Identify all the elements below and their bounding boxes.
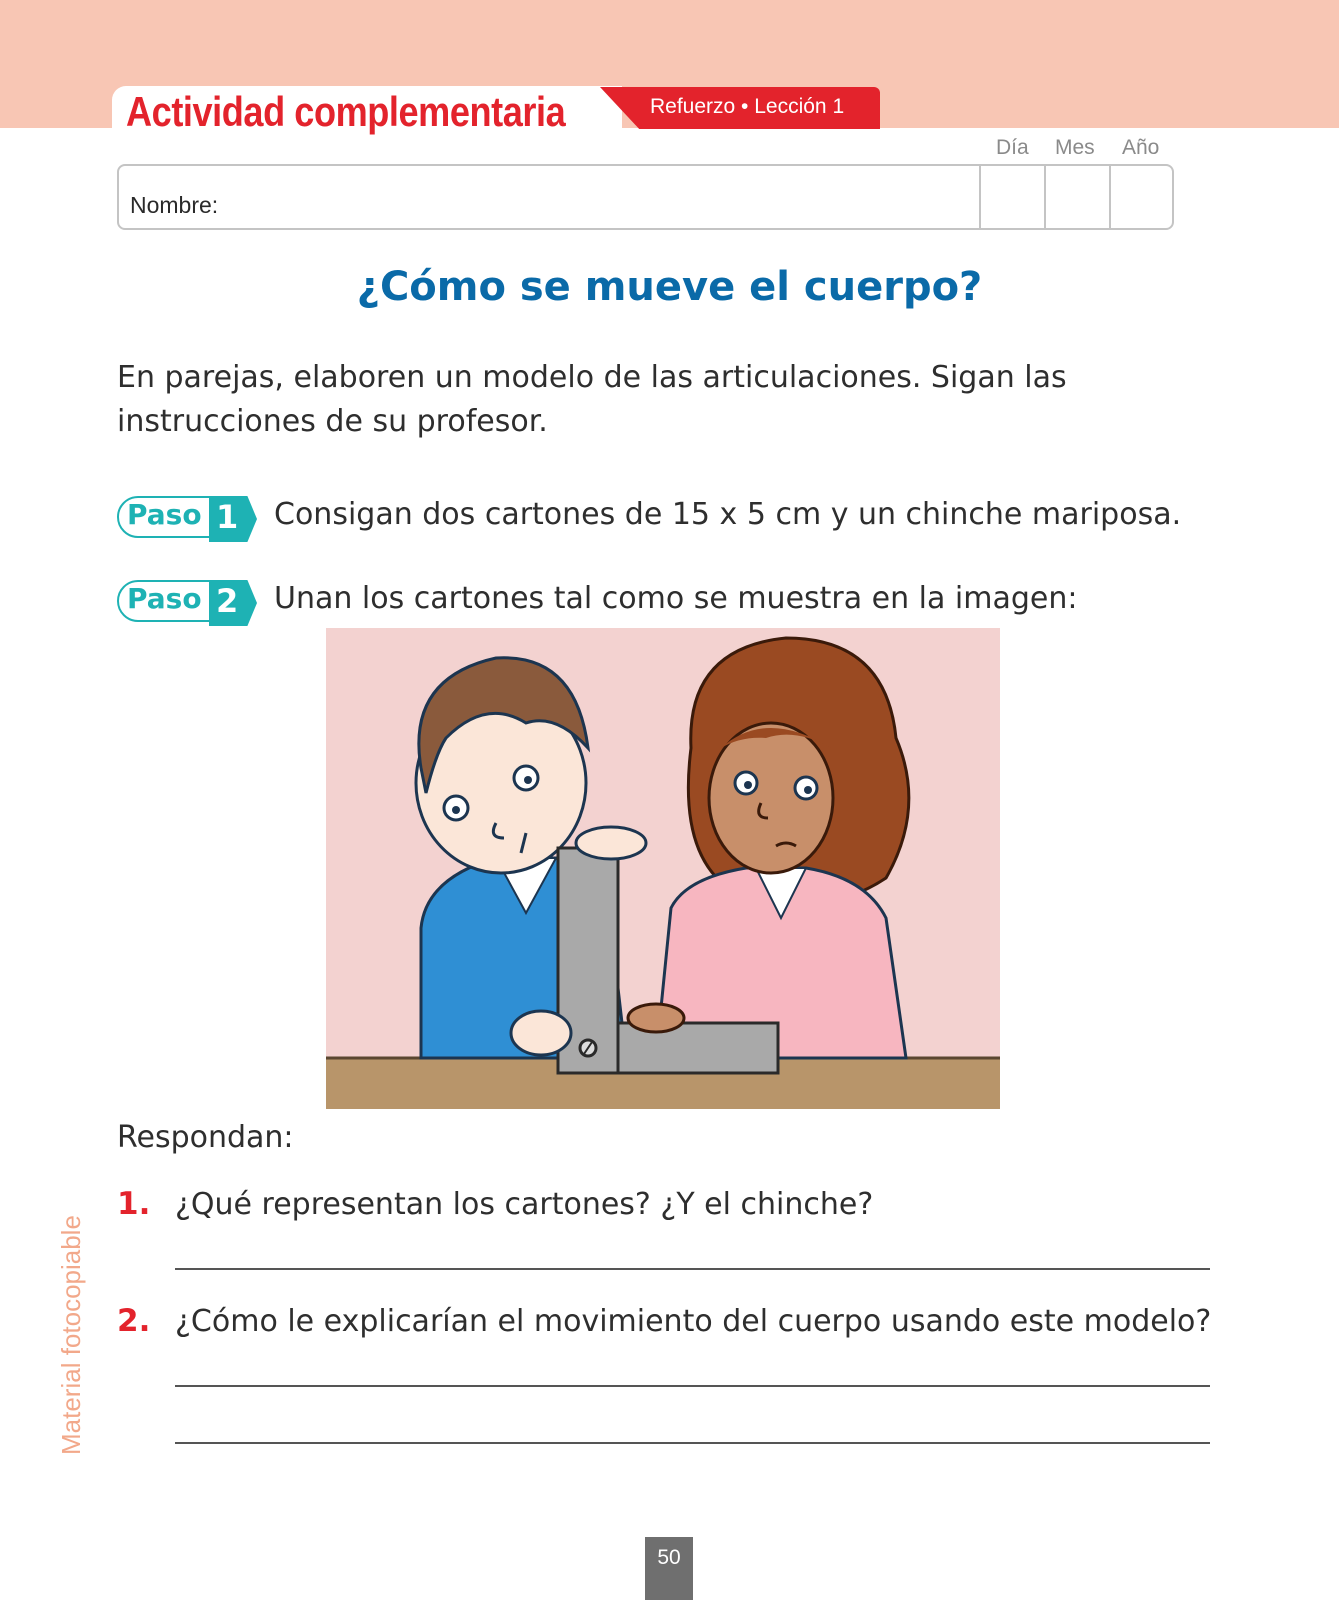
side-label: Material fotocopiable — [56, 1215, 86, 1455]
year-cell-divider — [1109, 164, 1111, 230]
answer-line-2[interactable] — [175, 1385, 1210, 1387]
step-number: 1 — [216, 498, 239, 536]
step-word: Paso — [127, 582, 202, 615]
intro-text: En parejas, elaboren un modelo de las articulaciones. Sigan las instrucciones de su profesor. — [117, 360, 1067, 439]
step-text: Consigan dos cartones de 15 x 5 cm y un chinche mariposa. — [274, 497, 1182, 532]
day-label: Día — [996, 136, 1029, 159]
respond-label: Respondan: — [117, 1120, 294, 1155]
answer-line-3[interactable] — [175, 1442, 1210, 1444]
name-field[interactable] — [117, 164, 1174, 230]
question-2-number: 2. — [117, 1303, 151, 1339]
activity-title: Actividad complementaria — [126, 88, 566, 135]
month-label: Mes — [1055, 136, 1095, 159]
step-word: Paso — [127, 498, 202, 531]
step-number: 2 — [216, 582, 239, 620]
page-heading: ¿Cómo se mueve el cuerpo? — [356, 264, 983, 310]
day-cell-divider — [979, 164, 981, 230]
name-label: Nombre: — [130, 192, 219, 218]
question-1-text: ¿Qué representan los cartones? ¿Y el chinche? — [175, 1187, 874, 1222]
answer-line-1[interactable] — [175, 1268, 1210, 1270]
year-label: Año — [1122, 136, 1160, 159]
question-1-number: 1. — [117, 1186, 151, 1222]
question-2-text: ¿Cómo le explicarían el movimiento del cuerpo usando este modelo? — [175, 1304, 1212, 1339]
lesson-badge-label: Refuerzo • Lección 1 — [650, 95, 845, 118]
month-cell-divider — [1044, 164, 1046, 230]
page-number: 50 — [657, 1546, 681, 1569]
step-text: Unan los cartones tal como se muestra en la imagen: — [274, 581, 1078, 616]
children-with-cardboard-illustration — [326, 628, 1000, 1109]
